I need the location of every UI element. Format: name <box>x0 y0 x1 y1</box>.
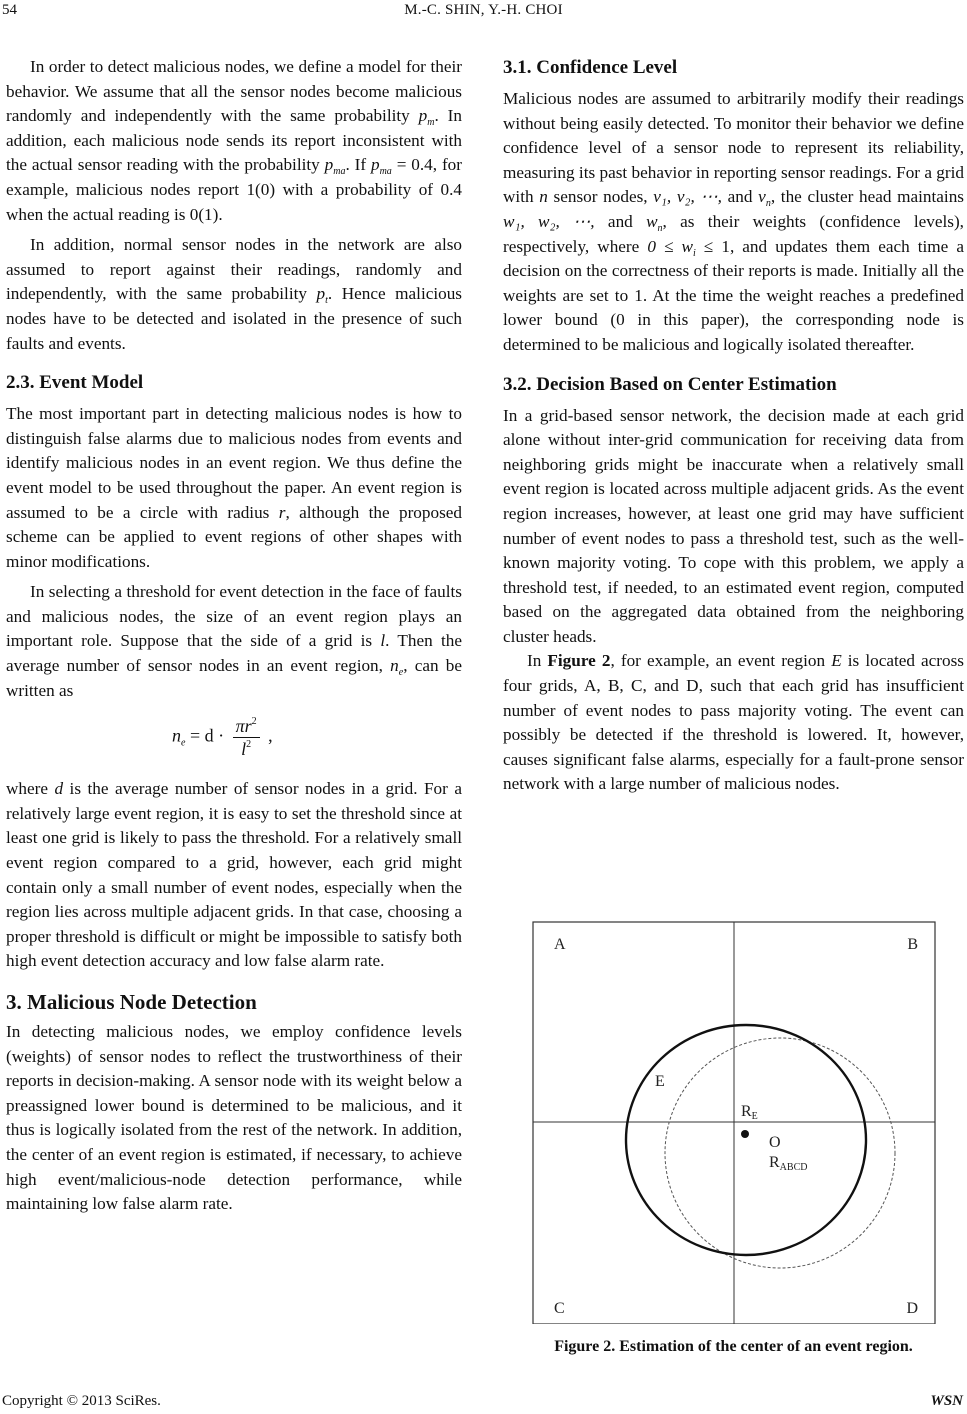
paragraph-normal-nodes: In addition, normal sensor nodes in the network are also assumed to report against their readings, randomly and independently, with the same probability $p_t$. Hence malicious nodes have to be detected and isolated in the presence of such faults and events. <box>6 235 462 353</box>
right-column <box>503 55 964 797</box>
figure-reference: Figure 2 <box>547 651 611 671</box>
section-heading-3: 3. Malicious Node Detection <box>6 990 257 1014</box>
paragraph-malicious-model: In order to detect malicious nodes, we define a model for their behavior. We assume that all the sensor nodes become malicious randomly and independently with the same probability $p_m$. In addition, each malicious node sends its report inconsistent with the actual sensor reading with the probability $p_{ma}$. If $p_{ma} = 0.4$, for example, malicious nodes report 1(0) with a probability of 0.4 when the actual reading is 0(1). <box>6 57 462 224</box>
copyright-notice: Copyright © 2013 SciRes. <box>2 1393 161 1409</box>
grid-label-c: C <box>554 1300 565 1317</box>
label-o: O <box>769 1134 781 1151</box>
left-column <box>6 55 462 1217</box>
label-r-abcd: RABCD <box>769 1154 808 1173</box>
paragraph-figure-example: In Figure 2, for example, an event region E is located across four grids, A, B, C, and D, such that each grid has insufficient number of event nodes to pass majority voting. The event can possibly be detected if the threshold is lowered. It, however, causes significant false alarms, especially for a fault-prone sensor network with a large number of malicious nodes. <box>503 651 964 794</box>
estimated-region-circle <box>665 1038 895 1268</box>
paragraph-confidence-level: Malicious nodes are assumed to arbitrarily modify their readings without being easily detected. To monitor their behavior we define confidence level of a sensor node to represent its reliability, measuring its past behavior in reporting sensor readings. For a grid with n sensor nodes, v₁, v₂, ⋯, and $v_n$, the cluster head maintains w₁, w₂, ⋯, and $w_n$, as their weights (confidence levels), respectively, where $0 \le w_i \le 1$, and updates them each time a decision on the correctness of their reports is made. Initially all the weights are set to 1. At the time the weight reaches a predefined lower bound (0 in this paper), the corresponding node is determined to be malicious and logically isolated thereafter. <box>503 89 964 354</box>
grid-label-a: A <box>554 936 566 953</box>
running-head-authors: M.-C. SHIN, Y.-H. CHOI <box>404 2 563 18</box>
grid-label-b: B <box>907 936 918 953</box>
label-r-e: RE <box>741 1103 758 1122</box>
section-heading-3-2: 3.2. Decision Based on Center Estimation <box>503 373 837 395</box>
running-head <box>0 2 967 22</box>
event-label-e: E <box>655 1073 665 1090</box>
figure-2-diagram <box>532 921 936 1324</box>
section-heading-3-1: 3.1. Confidence Level <box>503 57 678 78</box>
journal-abbrev: WSN <box>930 1393 963 1409</box>
grid-label-d: D <box>906 1300 918 1317</box>
event-region-circle <box>626 1025 866 1255</box>
equation-event-nodes: $n_e = d$ · $\frac{\pi r^2}{l^2}$ , <box>172 716 273 760</box>
paragraph-center-estimation: In a grid-based sensor network, the decision made at each grid alone without inter-grid communication for receiving data from neighboring grids might be inaccurate when a relatively small event region is located across multiple adjacent grids. As the event region increases, however, at least one grid may have sufficient number of event nodes to pass a threshold test, such as the well-known majority voting. To cope with this problem, we apply a threshold test, if needed, to an estimated event region, computed based on the aggregated data obtained from the neighboring cluster heads. <box>503 405 964 646</box>
paragraph-event-model: The most important part in detecting malicious nodes is how to distinguish false alarms due to malicious nodes from events and identify malicious nodes in an event region. We thus define the event model to be used throughout the paper. An event region is assumed to be a circle with radius r, although the proposed scheme can be applied to event regions of other shapes with minor modifications. <box>6 404 463 571</box>
paragraph-where-d: where d is the average number of sensor nodes in a grid. For a relatively large event region, it is easy to set the threshold since at least one grid is likely to pass the threshold. For a relatively small event region compared to a grid, however, each grid might contain only a small number of event nodes, especially when the region lies across multiple adjacent grids. In that case, choosing a proper threshold is difficult or might be impossible to satisfy both high event detection accuracy and low false alarm rate. <box>6 779 462 971</box>
paragraph-malicious-detection: In detecting malicious nodes, we employ confidence levels (weights) of sensor nodes to reflect the trustworthiness of their reports in decision-making. A sensor node with its weight below a preassigned lower bound is determined to be malicious, and it thus is logically isolated from the rest of the network. In addition, the center of an event region is estimated, if necessary, to achieve high event/malicious-node detection performance, while maintaining low false alarm rate. <box>6 1022 462 1214</box>
page-number: 54 <box>2 2 17 18</box>
figure-caption: Figure 2. Estimation of the center of an event region. <box>554 1338 913 1355</box>
section-heading-2-3: 2.3. Event Model <box>6 372 144 394</box>
center-point <box>741 1130 749 1138</box>
paragraph-threshold: In selecting a threshold for event detection in the face of faults and malicious nodes, the size of an event region plays an important role. Suppose that the side of a grid is l. Then the average number of sensor nodes in an event region, $n_e$, can be written as <box>6 582 463 700</box>
